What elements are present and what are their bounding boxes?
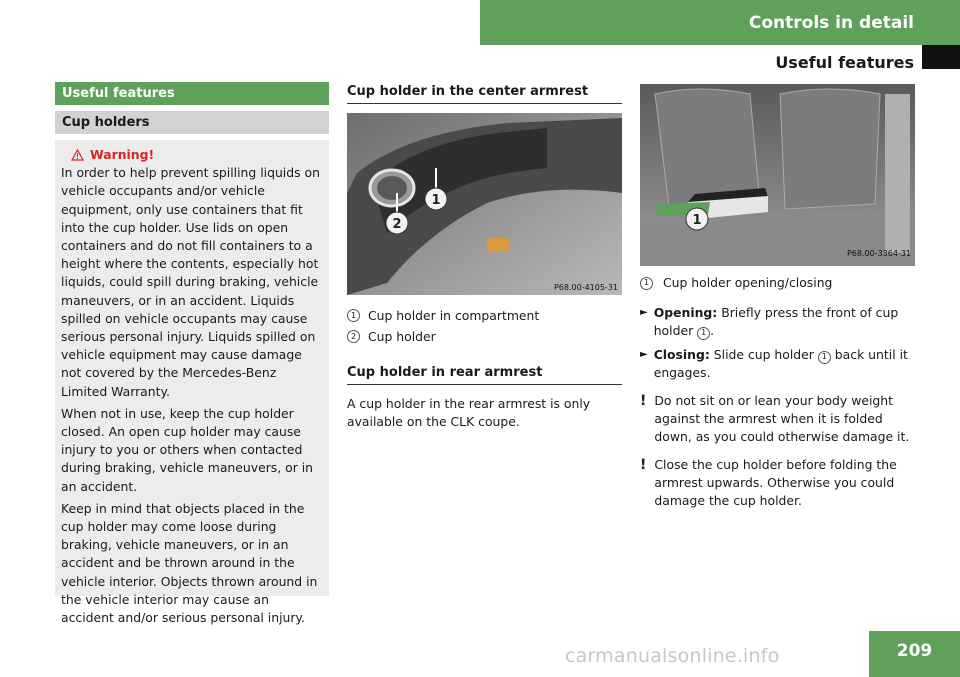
exclamation-icon: ! xyxy=(640,457,647,473)
legend-number: 1 xyxy=(640,277,653,290)
triangle-arrow-icon: ► xyxy=(640,349,648,360)
step-opening xyxy=(640,304,916,340)
page-number-tab xyxy=(869,631,960,677)
svg-text:1: 1 xyxy=(692,213,702,228)
step-body: Briefly press the front of cup holder xyxy=(653,305,899,338)
step-label: Opening: xyxy=(653,305,718,320)
exclamation-icon: ! xyxy=(640,393,647,409)
chapter-header-bar xyxy=(480,0,960,45)
section-heading-bar xyxy=(55,82,329,105)
svg-text:1: 1 xyxy=(431,193,441,208)
rear-armrest-illustration xyxy=(640,84,915,266)
warning-paragraph-1: In order to help prevent spilling liquids on vehicle occupants and/or vehicle equipment, only use containers that fit into the cup holder. Use lids on open containers and do not fill containers to a height where the contents, especially hot liquids, could spill during braking, vehicle maneuvers, or in an accident. Liquids spilled on vehicle occupants may cause serious personal injury. Liquids spilled on vehicle equipment may cause damage not covered by the Mercedes-Benz Limited Warranty. xyxy=(61,165,320,399)
column-middle xyxy=(347,82,622,431)
legend-text: Cup holder in compartment xyxy=(368,308,540,323)
warning-paragraph-2: When not in use, keep the cup holder closed. An open cup holder may cause injury to you or others when contacted during braking, vehicle maneuvers, or in an accident. xyxy=(61,405,314,494)
warning-box xyxy=(55,140,329,626)
notice-text: Do not sit on or lean your body weight against the armrest when it is folded down, as you could otherwise damage it. xyxy=(654,393,910,444)
chapter-title: Controls in detail xyxy=(748,12,914,33)
rear-armrest-text: A cup holder in the rear armrest is only available on the CLK coupe. xyxy=(347,396,591,429)
section-heading: Useful features xyxy=(62,86,175,101)
notice-2 xyxy=(640,456,916,510)
center-armrest-photo xyxy=(347,113,622,295)
legend-item xyxy=(347,305,622,326)
svg-text:2: 2 xyxy=(392,217,402,232)
subsection-heading: Cup holders xyxy=(62,115,150,130)
page-number: 209 xyxy=(896,641,933,661)
section-title: Useful features xyxy=(775,53,914,72)
section-tab-marker xyxy=(922,45,960,69)
photo-code: P68.00-3364-31 xyxy=(846,249,911,258)
warning-triangle-icon xyxy=(71,149,84,161)
center-armrest-illustration xyxy=(347,113,622,295)
step-text xyxy=(654,304,916,340)
triangle-arrow-icon: ► xyxy=(640,307,648,318)
legend-text: Cup holder xyxy=(368,329,436,344)
watermark: carmanualsonline.info xyxy=(565,645,780,667)
legend-item xyxy=(640,274,916,292)
step-number: 1 xyxy=(697,327,710,340)
warning-title xyxy=(71,146,324,164)
legend-list xyxy=(347,305,622,347)
column-right xyxy=(640,84,916,510)
step-number: 1 xyxy=(818,351,831,364)
legend-text: Cup holder opening/closing xyxy=(663,275,833,290)
subsection-heading-bar xyxy=(55,111,329,134)
legend-number: 1 xyxy=(347,309,360,322)
step-text xyxy=(654,346,916,382)
warning-paragraph-3: Keep in mind that objects placed in the cup holder may come loose during braking, vehicle maneuvers, or in an accident and be thrown around in the vehicle interior. Objects thrown around in the vehicle interior may cause an accident and/or serious personal injury. xyxy=(61,500,318,626)
notice-1 xyxy=(640,392,916,446)
step-body: Slide cup holder xyxy=(713,347,814,362)
heading-rear-armrest: Cup holder in rear armrest xyxy=(347,363,622,385)
rear-armrest-photo xyxy=(640,84,915,266)
legend-item xyxy=(347,326,622,347)
step-tail: back until it engages. xyxy=(653,347,908,380)
photo-code: P68.00-4105-31 xyxy=(553,283,618,292)
heading-center-armrest: Cup holder in the center armrest xyxy=(347,82,622,104)
step-label: Closing: xyxy=(653,347,710,362)
step-tail: . xyxy=(710,323,715,338)
callout-1 xyxy=(686,208,708,230)
notice-text: Close the cup holder before folding the armrest upwards. Otherwise you could damage the cup holder. xyxy=(654,457,897,508)
warning-title-text: Warning! xyxy=(90,147,155,162)
legend-number: 2 xyxy=(347,330,360,343)
step-closing xyxy=(640,346,916,382)
column-left xyxy=(55,82,329,626)
